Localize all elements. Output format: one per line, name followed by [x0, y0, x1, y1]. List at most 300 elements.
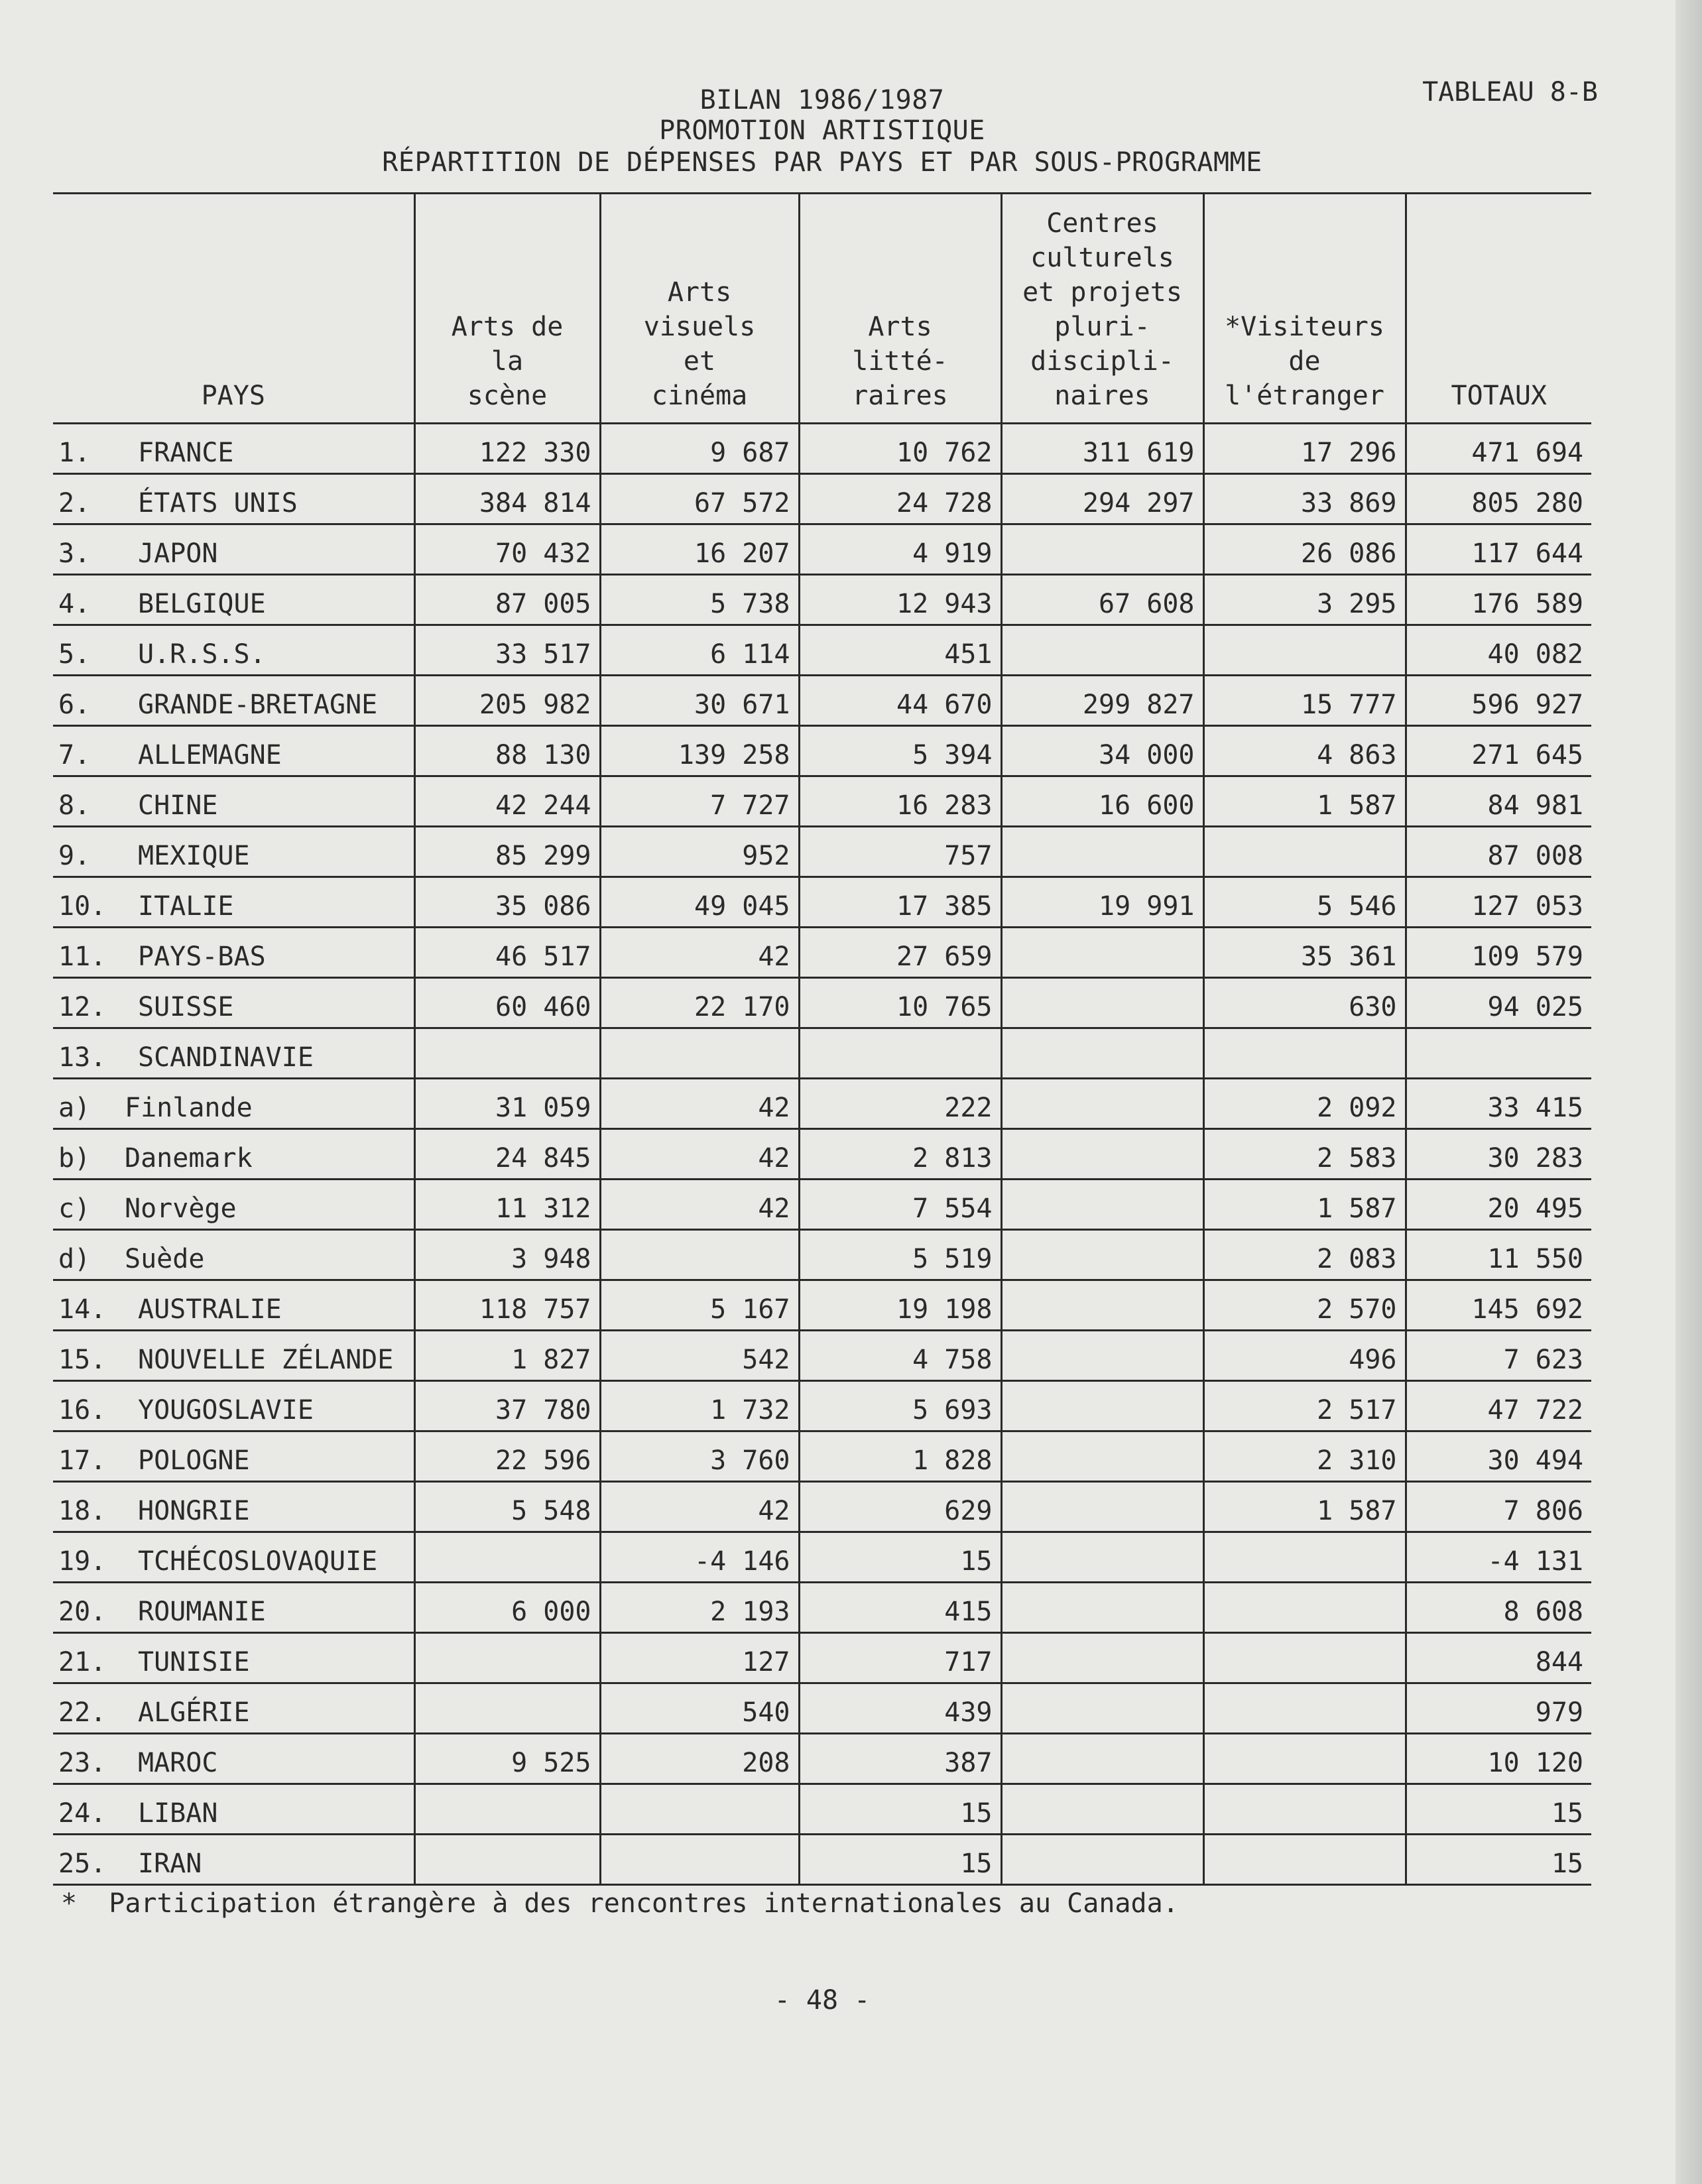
value-cell: 34 000: [1001, 726, 1203, 776]
country-cell: [53, 1583, 414, 1633]
row-number: 23.: [58, 1748, 107, 1778]
value-cell: 5 167: [600, 1280, 799, 1331]
value-cell: 3 760: [600, 1431, 799, 1482]
country-name: HONGRIE: [138, 1496, 250, 1526]
value-cell: 26 086: [1203, 524, 1406, 575]
row-number: 25.: [58, 1849, 107, 1879]
value-cell: [1406, 1028, 1591, 1079]
country-cell: [53, 424, 414, 474]
country-name: ITALIE: [138, 891, 234, 922]
value-cell: [1001, 827, 1203, 877]
value-cell: 10 765: [799, 978, 1001, 1028]
value-cell: 7 806: [1406, 1482, 1591, 1532]
value-cell: [1001, 1532, 1203, 1583]
document-page: [53, 73, 1598, 2016]
row-number: 11.: [58, 941, 107, 972]
value-cell: 22 170: [600, 978, 799, 1028]
value-cell: 42: [600, 1482, 799, 1532]
value-cell: 471 694: [1406, 424, 1591, 474]
value-cell: [1001, 1683, 1203, 1734]
value-cell: [1001, 1431, 1203, 1482]
value-cell: 387: [799, 1734, 1001, 1784]
country-name: ALLEMAGNE: [138, 740, 282, 770]
table-row: [53, 726, 1591, 776]
value-cell: 37 780: [414, 1381, 600, 1431]
value-cell: [799, 1028, 1001, 1079]
value-cell: 805 280: [1406, 474, 1591, 524]
country-name: GRANDE-BRETAGNE: [138, 690, 378, 720]
row-number: 3.: [58, 538, 91, 569]
col-header-arts-visuels: Arts visuels et cinéma: [600, 194, 799, 424]
table-row: [53, 474, 1591, 524]
table-row: [53, 1482, 1591, 1532]
value-cell: 208: [600, 1734, 799, 1784]
row-number: 12.: [58, 992, 107, 1022]
value-cell: 2 193: [600, 1583, 799, 1633]
table-row: [53, 978, 1591, 1028]
value-cell: 979: [1406, 1683, 1591, 1734]
value-cell: 5 394: [799, 726, 1001, 776]
value-cell: 2 092: [1203, 1079, 1406, 1129]
table-row: [53, 1028, 1591, 1079]
value-cell: 2 083: [1203, 1230, 1406, 1280]
value-cell: 952: [600, 827, 799, 877]
value-cell: 87 005: [414, 575, 600, 625]
value-cell: 15: [799, 1835, 1001, 1885]
program-title: PROMOTION ARTISTIQUE: [659, 115, 985, 146]
country-cell: [53, 1180, 414, 1230]
value-cell: 3 295: [1203, 575, 1406, 625]
value-cell: 30 671: [600, 676, 799, 726]
value-cell: 33 517: [414, 625, 600, 676]
value-cell: 67 608: [1001, 575, 1203, 625]
country-name: TCHÉCOSLOVAQUIE: [138, 1546, 378, 1577]
row-number: 2.: [58, 488, 91, 518]
country-name: PAYS-BAS: [138, 941, 266, 972]
value-cell: 311 619: [1001, 424, 1203, 474]
country-name: ROUMANIE: [138, 1597, 266, 1627]
country-cell: [53, 575, 414, 625]
value-cell: 17 296: [1203, 424, 1406, 474]
table-row: [53, 1532, 1591, 1583]
value-cell: [414, 1532, 600, 1583]
country-name: FRANCE: [138, 438, 234, 468]
value-cell: 1 587: [1203, 776, 1406, 827]
country-cell: [53, 524, 414, 575]
country-name: Finlande: [125, 1093, 253, 1123]
value-cell: [1001, 1583, 1203, 1633]
value-cell: 1 828: [799, 1431, 1001, 1482]
value-cell: 31 059: [414, 1079, 600, 1129]
row-number: 15.: [58, 1345, 107, 1375]
value-cell: 60 460: [414, 978, 600, 1028]
value-cell: 139 258: [600, 726, 799, 776]
value-cell: 88 130: [414, 726, 600, 776]
country-name: SCANDINAVIE: [138, 1042, 314, 1073]
value-cell: [414, 1633, 600, 1683]
country-cell: [53, 726, 414, 776]
col-header-visiteurs: *Visiteurs de l'étranger: [1203, 194, 1406, 424]
value-cell: 15: [1406, 1835, 1591, 1885]
value-cell: 7 554: [799, 1180, 1001, 1230]
value-cell: 16 600: [1001, 776, 1203, 827]
value-cell: [1001, 524, 1203, 575]
value-cell: 8 608: [1406, 1583, 1591, 1633]
row-number: 20.: [58, 1597, 107, 1627]
table-header-row: [53, 194, 1591, 424]
value-cell: 20 495: [1406, 1180, 1591, 1230]
value-cell: 84 981: [1406, 776, 1591, 827]
country-cell: [53, 1633, 414, 1683]
value-cell: 46 517: [414, 928, 600, 978]
table-row: [53, 524, 1591, 575]
value-cell: 16 283: [799, 776, 1001, 827]
col-header-arts-litteraires: Arts litté- raires: [799, 194, 1001, 424]
value-cell: 15: [1406, 1784, 1591, 1835]
value-cell: 30 494: [1406, 1431, 1591, 1482]
value-cell: [414, 1028, 600, 1079]
country-name: ALGÉRIE: [138, 1697, 250, 1728]
value-cell: 2 310: [1203, 1431, 1406, 1482]
country-cell: [53, 1331, 414, 1381]
value-cell: 596 927: [1406, 676, 1591, 726]
value-cell: 1 587: [1203, 1180, 1406, 1230]
value-cell: 87 008: [1406, 827, 1591, 877]
country-cell: [53, 1482, 414, 1532]
col-header-arts-scene: Arts de la scène: [414, 194, 600, 424]
country-cell: [53, 776, 414, 827]
value-cell: 384 814: [414, 474, 600, 524]
country-name: Suède: [125, 1244, 205, 1274]
value-cell: 27 659: [799, 928, 1001, 978]
value-cell: 33 415: [1406, 1079, 1591, 1129]
value-cell: [1203, 1532, 1406, 1583]
table-row: [53, 1230, 1591, 1280]
value-cell: 117 644: [1406, 524, 1591, 575]
value-cell: 1 587: [1203, 1482, 1406, 1532]
value-cell: 299 827: [1001, 676, 1203, 726]
country-cell: [53, 827, 414, 877]
value-cell: 49 045: [600, 877, 799, 928]
value-cell: 630: [1203, 978, 1406, 1028]
table-row: [53, 1280, 1591, 1331]
value-cell: 2 813: [799, 1129, 1001, 1180]
country-name: MEXIQUE: [138, 841, 250, 871]
value-cell: 629: [799, 1482, 1001, 1532]
value-cell: [1001, 1280, 1203, 1331]
value-cell: [414, 1835, 600, 1885]
country-name: NOUVELLE ZÉLANDE: [138, 1345, 394, 1375]
table-row: [53, 1079, 1591, 1129]
country-cell: [53, 1129, 414, 1180]
value-cell: 2 570: [1203, 1280, 1406, 1331]
value-cell: [1001, 978, 1203, 1028]
value-cell: 47 722: [1406, 1381, 1591, 1431]
value-cell: 1 827: [414, 1331, 600, 1381]
country-cell: [53, 1381, 414, 1431]
country-cell: [53, 1079, 414, 1129]
value-cell: [1203, 1835, 1406, 1885]
value-cell: 24 845: [414, 1129, 600, 1180]
row-number: 21.: [58, 1647, 107, 1677]
value-cell: 4 758: [799, 1331, 1001, 1381]
value-cell: 757: [799, 827, 1001, 877]
row-number: 4.: [58, 589, 91, 619]
value-cell: 15 777: [1203, 676, 1406, 726]
value-cell: 9 687: [600, 424, 799, 474]
value-cell: [1001, 1835, 1203, 1885]
country-cell: [53, 1028, 414, 1079]
value-cell: [1001, 1129, 1203, 1180]
country-name: CHINE: [138, 790, 218, 821]
country-name: Norvège: [125, 1193, 237, 1224]
country-cell: [53, 1784, 414, 1835]
value-cell: 109 579: [1406, 928, 1591, 978]
country-name: BELGIQUE: [138, 589, 266, 619]
table-row: [53, 827, 1591, 877]
value-cell: [1001, 1633, 1203, 1683]
value-cell: [414, 1784, 600, 1835]
value-cell: 542: [600, 1331, 799, 1381]
value-cell: 42: [600, 1129, 799, 1180]
table-row: [53, 1835, 1591, 1885]
value-cell: 42: [600, 1079, 799, 1129]
title-block: [53, 73, 1598, 192]
country-name: TUNISIE: [138, 1647, 250, 1677]
value-cell: [1203, 1583, 1406, 1633]
value-cell: [1001, 1180, 1203, 1230]
value-cell: 2 583: [1203, 1129, 1406, 1180]
table-row: [53, 1381, 1591, 1431]
value-cell: 415: [799, 1583, 1001, 1633]
value-cell: 17 385: [799, 877, 1001, 928]
value-cell: 7 727: [600, 776, 799, 827]
value-cell: [1001, 1734, 1203, 1784]
row-number: 16.: [58, 1395, 107, 1426]
row-number: 18.: [58, 1496, 107, 1526]
tableau-label: TABLEAU 8-B: [1422, 77, 1598, 107]
value-cell: 271 645: [1406, 726, 1591, 776]
country-name: Danemark: [125, 1143, 253, 1174]
value-cell: 127 053: [1406, 877, 1591, 928]
value-cell: 15: [799, 1784, 1001, 1835]
table-row: [53, 1734, 1591, 1784]
row-number: b): [58, 1143, 91, 1174]
value-cell: 205 982: [414, 676, 600, 726]
country-cell: [53, 1230, 414, 1280]
table-row: [53, 776, 1591, 827]
value-cell: 5 738: [600, 575, 799, 625]
value-cell: 42 244: [414, 776, 600, 827]
value-cell: 5 693: [799, 1381, 1001, 1431]
country-cell: [53, 978, 414, 1028]
value-cell: 35 086: [414, 877, 600, 928]
value-cell: [1001, 1028, 1203, 1079]
table-row: [53, 1129, 1591, 1180]
country-cell: [53, 625, 414, 676]
value-cell: 70 432: [414, 524, 600, 575]
table-row: [53, 625, 1591, 676]
value-cell: [600, 1784, 799, 1835]
row-number: 22.: [58, 1697, 107, 1728]
value-cell: [1001, 1230, 1203, 1280]
value-cell: 10 120: [1406, 1734, 1591, 1784]
table-body: [53, 424, 1591, 1885]
country-name: IRAN: [138, 1849, 202, 1879]
value-cell: 9 525: [414, 1734, 600, 1784]
country-cell: [53, 1532, 414, 1583]
value-cell: [414, 1683, 600, 1734]
country-cell: [53, 474, 414, 524]
value-cell: [1001, 928, 1203, 978]
value-cell: 67 572: [600, 474, 799, 524]
table-row: [53, 1784, 1591, 1835]
table-row: [53, 1431, 1591, 1482]
country-name: JAPON: [138, 538, 218, 569]
value-cell: 6 114: [600, 625, 799, 676]
row-number: 17.: [58, 1445, 107, 1476]
value-cell: 42: [600, 928, 799, 978]
value-cell: 540: [600, 1683, 799, 1734]
value-cell: 3 948: [414, 1230, 600, 1280]
value-cell: [1001, 1784, 1203, 1835]
value-cell: 22 596: [414, 1431, 600, 1482]
country-name: AUSTRALIE: [138, 1294, 282, 1325]
country-cell: [53, 1280, 414, 1331]
table-row: [53, 928, 1591, 978]
value-cell: [1001, 1079, 1203, 1129]
value-cell: 7 623: [1406, 1331, 1591, 1381]
value-cell: 42: [600, 1180, 799, 1230]
value-cell: [1203, 1683, 1406, 1734]
value-cell: 24 728: [799, 474, 1001, 524]
row-number: 13.: [58, 1042, 107, 1073]
value-cell: 439: [799, 1683, 1001, 1734]
row-number: 19.: [58, 1546, 107, 1577]
value-cell: 11 550: [1406, 1230, 1591, 1280]
row-number: 7.: [58, 740, 91, 770]
table-row: [53, 1331, 1591, 1381]
value-cell: 294 297: [1001, 474, 1203, 524]
value-cell: 10 762: [799, 424, 1001, 474]
country-name: POLOGNE: [138, 1445, 250, 1476]
value-cell: 40 082: [1406, 625, 1591, 676]
table-row: [53, 1633, 1591, 1683]
row-number: 6.: [58, 690, 91, 720]
row-number: 14.: [58, 1294, 107, 1325]
row-number: 9.: [58, 841, 91, 871]
row-number: 1.: [58, 438, 91, 468]
value-cell: 451: [799, 625, 1001, 676]
country-cell: [53, 1431, 414, 1482]
country-cell: [53, 928, 414, 978]
report-title: BILAN 1986/1987: [699, 85, 945, 115]
value-cell: [1001, 1482, 1203, 1532]
table-subtitle: RÉPARTITION DE DÉPENSES PAR PAYS ET PAR SOUS-PROGRAMME: [382, 147, 1262, 178]
col-header-pays: PAYS: [53, 194, 414, 424]
country-name: SUISSE: [138, 992, 234, 1022]
value-cell: 1 732: [600, 1381, 799, 1431]
country-cell: [53, 1835, 414, 1885]
value-cell: 19 991: [1001, 877, 1203, 928]
value-cell: 5 519: [799, 1230, 1001, 1280]
value-cell: [1203, 1633, 1406, 1683]
value-cell: 717: [799, 1633, 1001, 1683]
value-cell: 4 863: [1203, 726, 1406, 776]
value-cell: [1203, 827, 1406, 877]
country-cell: [53, 1734, 414, 1784]
row-number: a): [58, 1093, 91, 1123]
row-number: 5.: [58, 639, 91, 670]
table-row: [53, 676, 1591, 726]
value-cell: [1001, 625, 1203, 676]
country-cell: [53, 676, 414, 726]
value-cell: 176 589: [1406, 575, 1591, 625]
country-cell: [53, 1683, 414, 1734]
col-header-centres-culturels: Centres culturels et projets pluri- discipli- naires: [1001, 194, 1203, 424]
value-cell: [1203, 1784, 1406, 1835]
country-name: U.R.S.S.: [138, 639, 266, 670]
value-cell: 35 361: [1203, 928, 1406, 978]
value-cell: -4 146: [600, 1532, 799, 1583]
value-cell: [1203, 1028, 1406, 1079]
country-name: YOUGOSLAVIE: [138, 1395, 314, 1426]
page-edge-shadow: [1675, 0, 1702, 2184]
value-cell: 4 919: [799, 524, 1001, 575]
value-cell: 16 207: [600, 524, 799, 575]
value-cell: 11 312: [414, 1180, 600, 1230]
value-cell: 15: [799, 1532, 1001, 1583]
page-number: - 48 -: [774, 1985, 871, 2016]
table-row: [53, 1583, 1591, 1633]
value-cell: [1001, 1381, 1203, 1431]
value-cell: 85 299: [414, 827, 600, 877]
value-cell: 5 548: [414, 1482, 600, 1532]
value-cell: [600, 1230, 799, 1280]
footnote: * Participation étrangère à des rencontres internationales au Canada.: [61, 1888, 1179, 1919]
value-cell: 222: [799, 1079, 1001, 1129]
value-cell: 6 000: [414, 1583, 600, 1633]
value-cell: 2 517: [1203, 1381, 1406, 1431]
country-name: ÉTATS UNIS: [138, 488, 298, 518]
value-cell: 44 670: [799, 676, 1001, 726]
value-cell: 19 198: [799, 1280, 1001, 1331]
country-cell: [53, 877, 414, 928]
value-cell: 496: [1203, 1331, 1406, 1381]
table-row: [53, 1180, 1591, 1230]
row-number: 10.: [58, 891, 107, 922]
value-cell: 30 283: [1406, 1129, 1591, 1180]
value-cell: -4 131: [1406, 1532, 1591, 1583]
row-number: d): [58, 1244, 91, 1274]
table-row: [53, 575, 1591, 625]
country-name: MAROC: [138, 1748, 218, 1778]
table-row: [53, 424, 1591, 474]
row-number: 8.: [58, 790, 91, 821]
value-cell: [1203, 625, 1406, 676]
row-number: c): [58, 1193, 91, 1224]
expenditure-table: [53, 192, 1591, 1886]
value-cell: 145 692: [1406, 1280, 1591, 1331]
value-cell: [600, 1835, 799, 1885]
value-cell: 94 025: [1406, 978, 1591, 1028]
table-row: [53, 1683, 1591, 1734]
value-cell: 33 869: [1203, 474, 1406, 524]
country-name: LIBAN: [138, 1798, 218, 1829]
value-cell: [1203, 1734, 1406, 1784]
value-cell: 12 943: [799, 575, 1001, 625]
value-cell: 5 546: [1203, 877, 1406, 928]
